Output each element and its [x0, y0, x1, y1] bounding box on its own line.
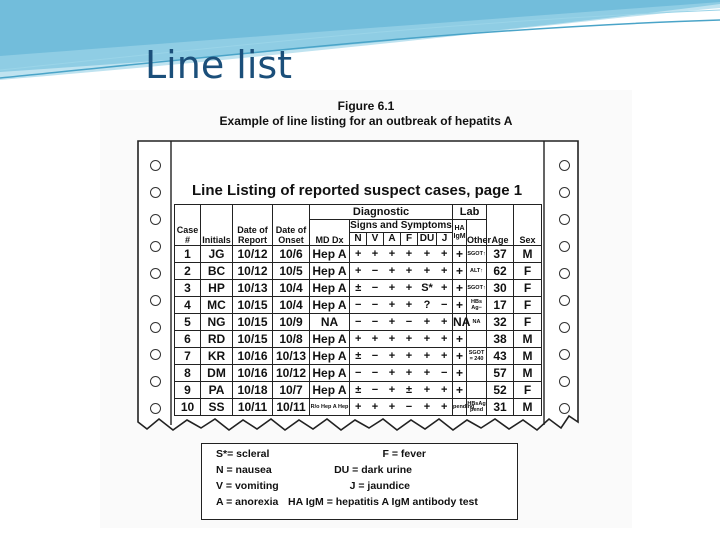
cell-sex: M [514, 246, 542, 263]
cell-case: 4 [175, 297, 201, 314]
cell-du: + [418, 331, 437, 348]
cell-a: + [384, 399, 401, 416]
tractor-hole [559, 241, 570, 252]
cell-ha: + [453, 382, 467, 399]
cell-ha: + [453, 331, 467, 348]
col-header-age: Age [487, 205, 514, 246]
cell-initials: SS [201, 399, 233, 416]
cell-sex: F [514, 263, 542, 280]
cell-initials: KR [201, 348, 233, 365]
cell-case: 9 [175, 382, 201, 399]
cell-report: 10/16 [233, 365, 273, 382]
legend-item: F = fever [382, 448, 426, 460]
group-header-signs: Signs and Symptoms [350, 220, 452, 231]
cell-age: 32 [487, 314, 514, 331]
cell-dx: Hep A [310, 331, 350, 348]
cell-initials: HP [201, 280, 233, 297]
cell-v: − [367, 382, 384, 399]
col-header-md-dx: MD Dx [310, 220, 350, 246]
cell-ha: + [453, 348, 467, 365]
cell-j: + [437, 246, 453, 263]
line-listing-form [137, 140, 580, 440]
cell-onset: 10/6 [273, 246, 310, 263]
tractor-hole [150, 295, 161, 306]
legend-item: DU = dark urine [334, 464, 412, 476]
cell-f: + [401, 280, 418, 297]
cell-v: + [367, 331, 384, 348]
cell-other: NA [467, 314, 487, 331]
tractor-hole [150, 187, 161, 198]
tractor-hole [559, 295, 570, 306]
figure-number: Figure 6.1 [337, 99, 395, 113]
cell-f: + [401, 246, 418, 263]
cell-dx: NA [310, 314, 350, 331]
col-header-other: Other [467, 220, 487, 246]
cell-du: + [418, 348, 437, 365]
table-row [175, 314, 542, 331]
cell-ha: + [453, 297, 467, 314]
table-row [175, 280, 542, 297]
cell-f: + [401, 365, 418, 382]
cell-j: + [437, 399, 453, 416]
cell-ha: pending [453, 399, 467, 416]
cell-du: + [418, 314, 437, 331]
cell-ha: + [453, 246, 467, 263]
tractor-hole [150, 241, 161, 252]
cell-a: + [384, 382, 401, 399]
cell-onset: 10/4 [273, 280, 310, 297]
cell-n: − [350, 365, 367, 382]
header-swoosh-decoration [0, 0, 720, 90]
cell-case: 10 [175, 399, 201, 416]
cell-initials: NG [201, 314, 233, 331]
tractor-hole [559, 322, 570, 333]
line-listing-table [174, 204, 542, 416]
cell-du: + [418, 365, 437, 382]
legend-item: J = jaundice [349, 480, 410, 492]
cell-du: + [418, 263, 437, 280]
cell-other [467, 331, 487, 348]
cell-other [467, 382, 487, 399]
tractor-hole [559, 376, 570, 387]
cell-report: 10/15 [233, 331, 273, 348]
cell-other: SGOT = 240 [467, 348, 487, 365]
cell-j: + [437, 382, 453, 399]
cell-a: + [384, 263, 401, 280]
cell-report: 10/18 [233, 382, 273, 399]
cell-age: 43 [487, 348, 514, 365]
cell-dx: Hep A [310, 263, 350, 280]
tractor-hole [559, 403, 570, 414]
cell-case: 2 [175, 263, 201, 280]
cell-age: 37 [487, 246, 514, 263]
cell-j: + [437, 331, 453, 348]
cell-f: − [401, 399, 418, 416]
cell-n: + [350, 331, 367, 348]
table-row [175, 348, 542, 365]
cell-v: − [367, 365, 384, 382]
cell-onset: 10/7 [273, 382, 310, 399]
cell-sex: M [514, 331, 542, 348]
tractor-hole [559, 214, 570, 225]
group-header-lab: Lab [453, 205, 487, 220]
col-header-a: A [384, 233, 401, 246]
tractor-hole [150, 214, 161, 225]
cell-initials: JG [201, 246, 233, 263]
cell-v: − [367, 314, 384, 331]
col-header-case: Case # [175, 205, 201, 246]
cell-v: + [367, 246, 384, 263]
cell-du: S* [418, 280, 437, 297]
cell-other [467, 365, 487, 382]
cell-case: 8 [175, 365, 201, 382]
cell-onset: 10/11 [273, 399, 310, 416]
table-row [175, 263, 542, 280]
cell-n: + [350, 246, 367, 263]
cell-other: SGOT↑ [467, 280, 487, 297]
cell-sex: M [514, 348, 542, 365]
cell-other: HBsAg pend [467, 399, 487, 416]
cell-sex: F [514, 297, 542, 314]
form-title: Line Listing of reported suspect cases, page 1 [192, 182, 523, 199]
slide-title: Line list [145, 43, 293, 87]
cell-du: + [418, 246, 437, 263]
table-row [175, 246, 542, 263]
table-row [175, 297, 542, 314]
cell-onset: 10/9 [273, 314, 310, 331]
col-header-date-report: Date of Report [233, 205, 273, 246]
tractor-hole [559, 349, 570, 360]
cell-f: ± [401, 382, 418, 399]
cell-j: + [437, 314, 453, 331]
cell-n: − [350, 297, 367, 314]
col-header-date-onset: Date of Onset [273, 205, 310, 246]
cell-j: + [437, 348, 453, 365]
cell-report: 10/15 [233, 314, 273, 331]
cell-v: + [367, 399, 384, 416]
group-header-diagnostic: Diagnostic [310, 205, 453, 220]
tractor-hole [150, 403, 161, 414]
cell-sex: F [514, 314, 542, 331]
cell-j: + [437, 280, 453, 297]
cell-j: − [437, 297, 453, 314]
legend-item: N = nausea [216, 464, 272, 476]
table-row [175, 382, 542, 399]
cell-age: 57 [487, 365, 514, 382]
cell-v: − [367, 348, 384, 365]
cell-sex: F [514, 382, 542, 399]
cell-a: + [384, 348, 401, 365]
cell-report: 10/12 [233, 246, 273, 263]
tractor-hole [150, 349, 161, 360]
tractor-hole [150, 160, 161, 171]
col-header-initials: Initials [201, 205, 233, 246]
cell-case: 6 [175, 331, 201, 348]
cell-n: + [350, 263, 367, 280]
cell-report: 10/11 [233, 399, 273, 416]
cell-other: HBs Ag− [467, 297, 487, 314]
cell-v: − [367, 280, 384, 297]
cell-ha: + [453, 365, 467, 382]
cell-j: + [437, 263, 453, 280]
cell-dx: Hep A [310, 365, 350, 382]
cell-n: ± [350, 382, 367, 399]
legend-item: V = vomiting [216, 480, 279, 492]
cell-n: − [350, 314, 367, 331]
cell-initials: DM [201, 365, 233, 382]
cell-f: + [401, 263, 418, 280]
cell-f: − [401, 314, 418, 331]
col-header-du: DU [418, 233, 437, 246]
cell-dx: Hep A [310, 348, 350, 365]
cell-v: − [367, 297, 384, 314]
cell-other: ALT↑ [467, 263, 487, 280]
cell-f: + [401, 297, 418, 314]
col-header-n: N [350, 233, 367, 246]
cell-onset: 10/5 [273, 263, 310, 280]
cell-a: + [384, 246, 401, 263]
cell-du: ? [418, 297, 437, 314]
col-header-ha-igm: HA IgM [453, 220, 467, 246]
col-header-v: V [367, 233, 384, 246]
table-row [175, 365, 542, 382]
cell-dx: Hep A [310, 382, 350, 399]
legend-item: S*= scleral [216, 448, 270, 460]
cell-dx: Hep A [310, 280, 350, 297]
tractor-hole [559, 268, 570, 279]
cell-age: 31 [487, 399, 514, 416]
table-body [175, 246, 542, 416]
cell-case: 1 [175, 246, 201, 263]
cell-case: 7 [175, 348, 201, 365]
cell-case: 5 [175, 314, 201, 331]
cell-initials: RD [201, 331, 233, 348]
cell-ha: + [453, 263, 467, 280]
cell-initials: BC [201, 263, 233, 280]
cell-f: + [401, 348, 418, 365]
cell-v: − [367, 263, 384, 280]
table-row [175, 399, 542, 416]
cell-n: ± [350, 348, 367, 365]
abbreviation-legend [201, 443, 518, 520]
cell-dx: R/o Hep A Hep [310, 399, 350, 416]
tractor-hole [150, 322, 161, 333]
cell-initials: PA [201, 382, 233, 399]
cell-a: + [384, 297, 401, 314]
figure-caption: Example of line listing for an outbreak of hepatits A [219, 114, 513, 128]
cell-sex: F [514, 280, 542, 297]
cell-age: 38 [487, 331, 514, 348]
tractor-hole [150, 268, 161, 279]
cell-a: + [384, 365, 401, 382]
tractor-hole [150, 376, 161, 387]
cell-ha: + [453, 280, 467, 297]
cell-a: + [384, 314, 401, 331]
tractor-hole [559, 187, 570, 198]
cell-onset: 10/13 [273, 348, 310, 365]
cell-initials: MC [201, 297, 233, 314]
cell-n: + [350, 399, 367, 416]
cell-report: 10/12 [233, 263, 273, 280]
cell-a: + [384, 331, 401, 348]
tractor-hole [559, 160, 570, 171]
legend-item: A = anorexia [216, 496, 279, 508]
cell-sex: M [514, 365, 542, 382]
cell-onset: 10/4 [273, 297, 310, 314]
cell-dx: Hep A [310, 246, 350, 263]
cell-report: 10/15 [233, 297, 273, 314]
cell-age: 52 [487, 382, 514, 399]
col-header-j: J [437, 233, 453, 246]
cell-sex: M [514, 399, 542, 416]
cell-j: − [437, 365, 453, 382]
legend-item: HA IgM = hepatitis A IgM antibody test [288, 496, 478, 508]
cell-age: 17 [487, 297, 514, 314]
cell-ha: NA [453, 315, 471, 329]
cell-age: 62 [487, 263, 514, 280]
col-header-f: F [401, 233, 418, 246]
cell-du: + [418, 399, 437, 416]
col-header-sex: Sex [514, 205, 542, 246]
cell-case: 3 [175, 280, 201, 297]
cell-f: + [401, 331, 418, 348]
table-header [175, 205, 542, 246]
cell-onset: 10/8 [273, 331, 310, 348]
cell-age: 30 [487, 280, 514, 297]
cell-du: + [418, 382, 437, 399]
table-row [175, 331, 542, 348]
cell-a: + [384, 280, 401, 297]
cell-report: 10/13 [233, 280, 273, 297]
cell-n: ± [350, 280, 367, 297]
cell-report: 10/16 [233, 348, 273, 365]
cell-onset: 10/12 [273, 365, 310, 382]
cell-dx: Hep A [310, 297, 350, 314]
cell-other: SGOT↑ [467, 246, 487, 263]
